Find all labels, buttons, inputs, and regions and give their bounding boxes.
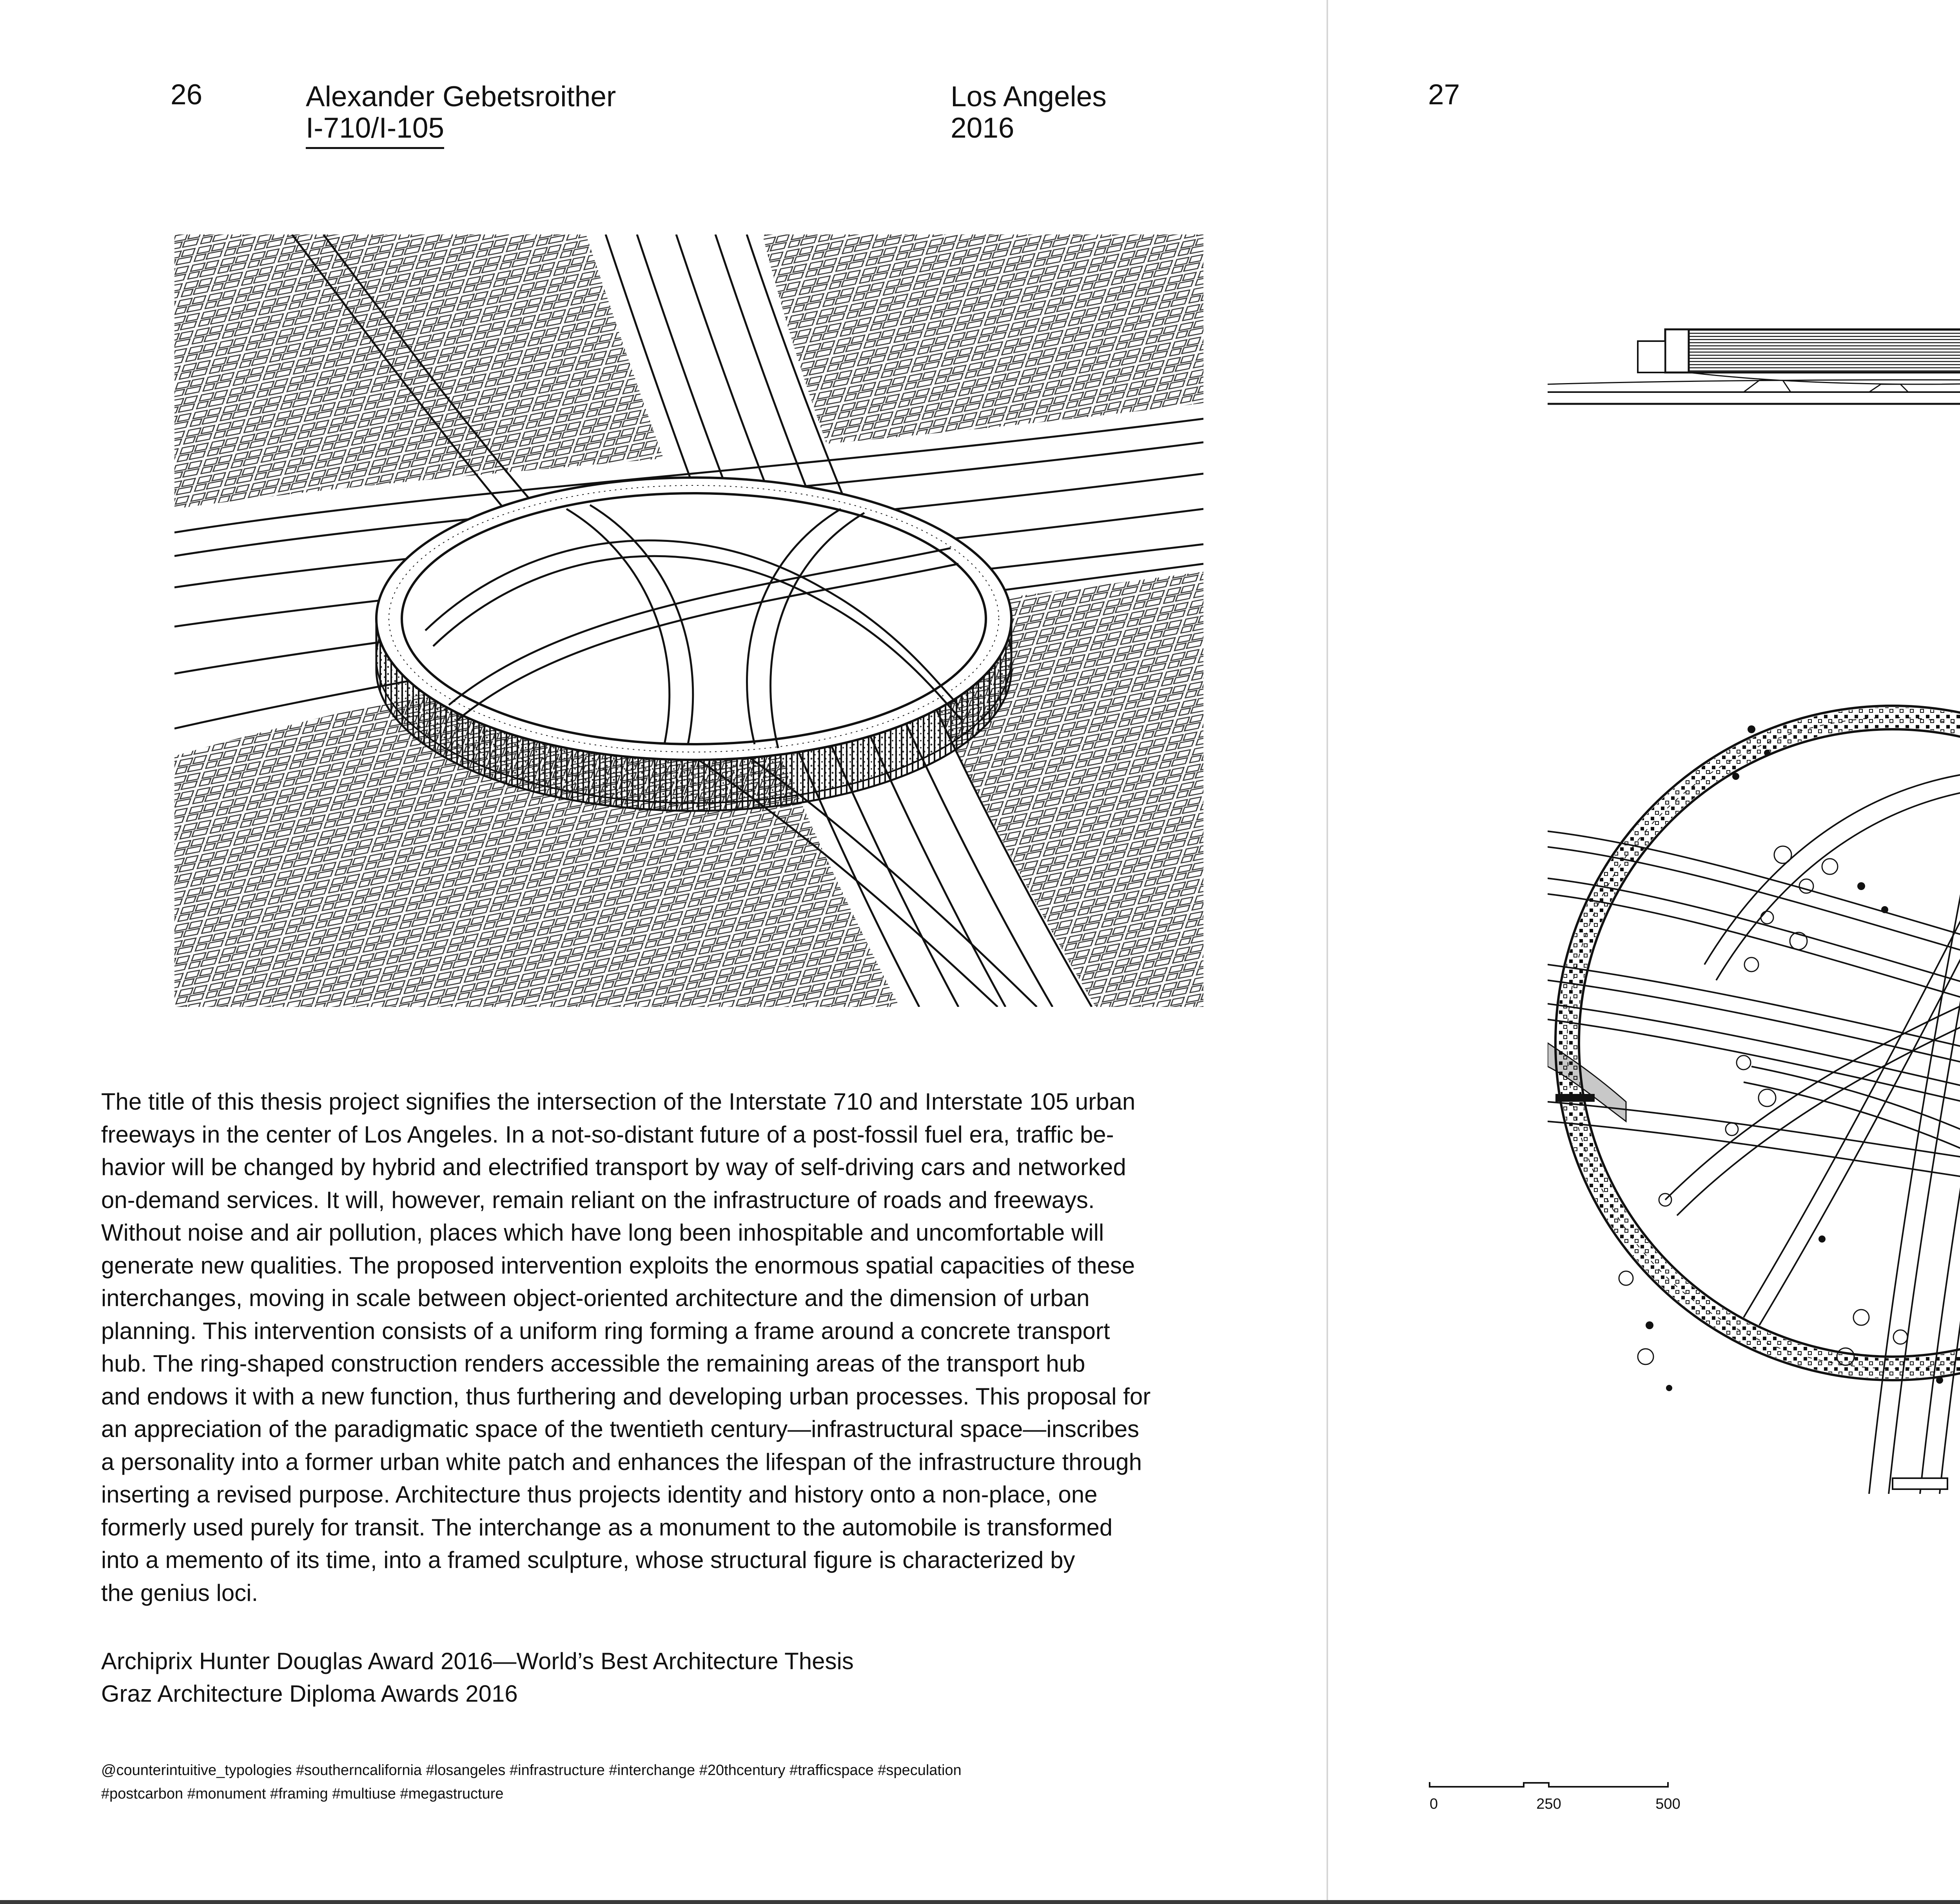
body-line: a personality into a former urban white patch and enhances the lifespan of the infrastructure through	[101, 1448, 1142, 1475]
hashtags	[101, 1759, 962, 1806]
page-number-left: 26	[171, 79, 203, 111]
author-name: Alexander Gebetsroither	[306, 81, 616, 113]
hashtag-line: @counterintuitive_typologies #southerncalifornia #losangeles #infrastructure #interchange #20thcentury #trafficspace #speculation	[101, 1762, 962, 1779]
project-city: Los Angeles	[951, 81, 1107, 113]
awards-list	[101, 1645, 854, 1710]
project-year: 2016	[951, 112, 1014, 144]
scale-bar-label: 500	[1655, 1796, 1681, 1812]
body-line: into a memento of its time, into a framed sculpture, whose structural figure is characterized by	[101, 1547, 1075, 1573]
scale-bar-label: 0	[1430, 1796, 1438, 1812]
body-line: the genius loci.	[101, 1579, 258, 1606]
award-item: Graz Architecture Diploma Awards 2016	[101, 1681, 518, 1707]
body-line: an appreciation of the paradigmatic space of the twentieth century—infrastructural space—inscribes	[101, 1416, 1140, 1442]
scale-bar	[1428, 1770, 1702, 1813]
right-page	[1328, 0, 1960, 1904]
hashtag-line: #postcarbon #monument #framing #multiuse #megastructure	[101, 1786, 504, 1802]
page-bottom-rule	[0, 1900, 1960, 1904]
body-line: on-demand services. It will, however, remain reliant on the infrastructure of roads and freeways.	[101, 1186, 1095, 1213]
axonometric-drawing	[174, 234, 1203, 1007]
project-title-wrap	[306, 112, 444, 149]
body-line: planning. This intervention consists of a uniform ring forming a frame around a concrete transport	[101, 1317, 1110, 1344]
project-title: I-710/I-105	[306, 112, 444, 149]
body-line: interchanges, moving in scale between object-oriented architecture and the dimension of urban	[101, 1285, 1090, 1311]
site-plan-drawing	[1548, 612, 1960, 1494]
page-number-right: 27	[1428, 79, 1460, 111]
award-item: Archiprix Hunter Douglas Award 2016—World’s Best Architecture Thesis	[101, 1648, 854, 1674]
body-line: formerly used purely for transit. The interchange as a monument to the automobile is transformed	[101, 1514, 1113, 1541]
body-line: inserting a revised purpose. Architecture thus projects identity and history onto a non-place, one	[101, 1481, 1098, 1508]
body-line: havior will be changed by hybrid and electrified transport by way of self-driving cars and networked	[101, 1154, 1126, 1180]
body-line: The title of this thesis project signifies the intersection of the Interstate 710 and Interstate 105 urban	[101, 1088, 1136, 1115]
section-elevation-drawing	[1548, 325, 1960, 420]
body-line: Without noise and air pollution, places which have long been inhospitable and uncomfortable will	[101, 1219, 1104, 1246]
scale-bar-line	[1430, 1782, 1668, 1787]
body-line: hub. The ring-shaped construction renders accessible the remaining areas of the transport hub	[101, 1350, 1085, 1377]
scale-bar-label: 250	[1536, 1796, 1561, 1812]
body-line: and endows it with a new function, thus furthering and developing urban processes. This proposal for	[101, 1383, 1151, 1410]
body-paragraph	[101, 1085, 1230, 1609]
body-line: generate new qualities. The proposed intervention exploits the enormous spatial capacities of these	[101, 1252, 1135, 1279]
body-line: freeways in the center of Los Angeles. In a not-so-distant future of a post-fossil fuel era, traffic be-	[101, 1121, 1114, 1148]
